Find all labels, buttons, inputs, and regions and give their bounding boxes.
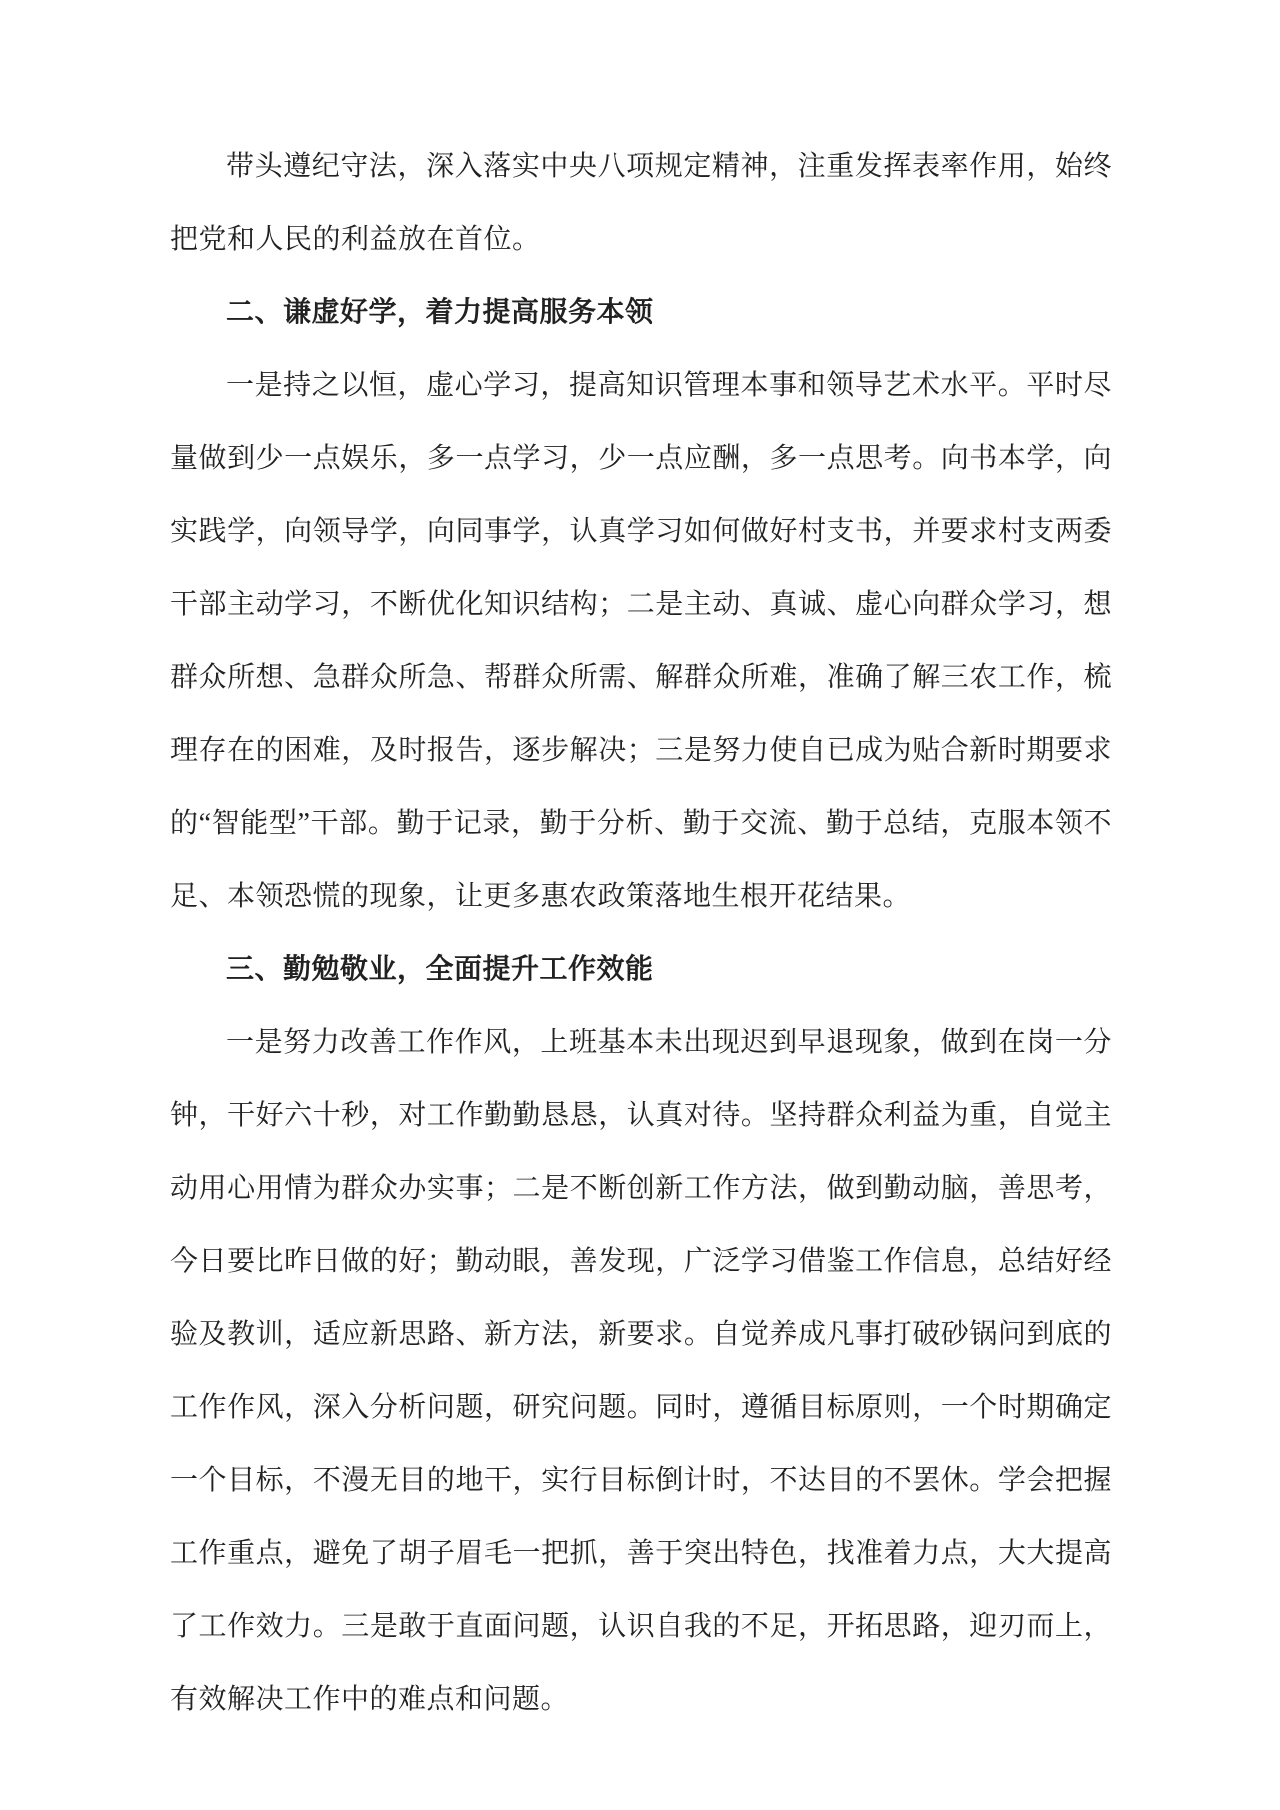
section-3-body-paragraph: 一是努力改善工作作风，上班基本未出现迟到早退现象，做到在岗一分钟，干好六十秒，对工作勤勤恳恳，认真对待。坚持群众利益为重，自觉主动用心用情为群众办实事；二是不断创新工作方法，做到勤动脑，善思考，今日要比昨日做的好；勤动眼，善发现，广泛学习借鉴工作信息，总结好经验及教训，适应新思路、新方法，新要求。自觉养成凡事打破砂锅问到底的工作作风，深入分析问题，研究问题。同时，遵循目标原则，一个时期确定一个目标，不漫无目的地干，实行目标倒计时，不达目的不罢休。学会把握工作重点，避免了胡子眉毛一把抓，善于突出特色，找准着力点，大大提高了工作效力。三是敢于直面问题，认识自我的不足，开拓思路，迎刃而上，有效解决工作中的难点和问题。	[170, 1027, 1112, 1715]
paragraph-continued: 带头遵纪守法，深入落实中央八项规定精神，注重发挥表率作用，始终把党和人民的利益放在首位。	[170, 151, 1112, 255]
section-heading-2: 二、谦虚好学，着力提高服务本领	[226, 297, 654, 328]
document-content	[170, 130, 1112, 1736]
section-heading-3: 三、勤勉敬业，全面提升工作效能	[226, 954, 654, 985]
section-2-body-paragraph: 一是持之以恒，虚心学习，提高知识管理本事和领导艺术水平。平时尽量做到少一点娱乐，多一点学习，少一点应酬，多一点思考。向书本学，向实践学，向领导学，向同事学，认真学习如何做好村支书，并要求村支两委干部主动学习，不断优化知识结构；二是主动、真诚、虚心向群众学习，想群众所想、急群众所急、帮群众所需、解群众所难，准确了解三农工作，梳理存在的困难，及时报告，逐步解决；三是努力使自已成为贴合新时期要求的“智能型”干部。勤于记录，勤于分析、勤于交流、勤于总结，克服本领不足、本领恐慌的现象，让更多惠农政策落地生根开花结果。	[170, 370, 1112, 912]
